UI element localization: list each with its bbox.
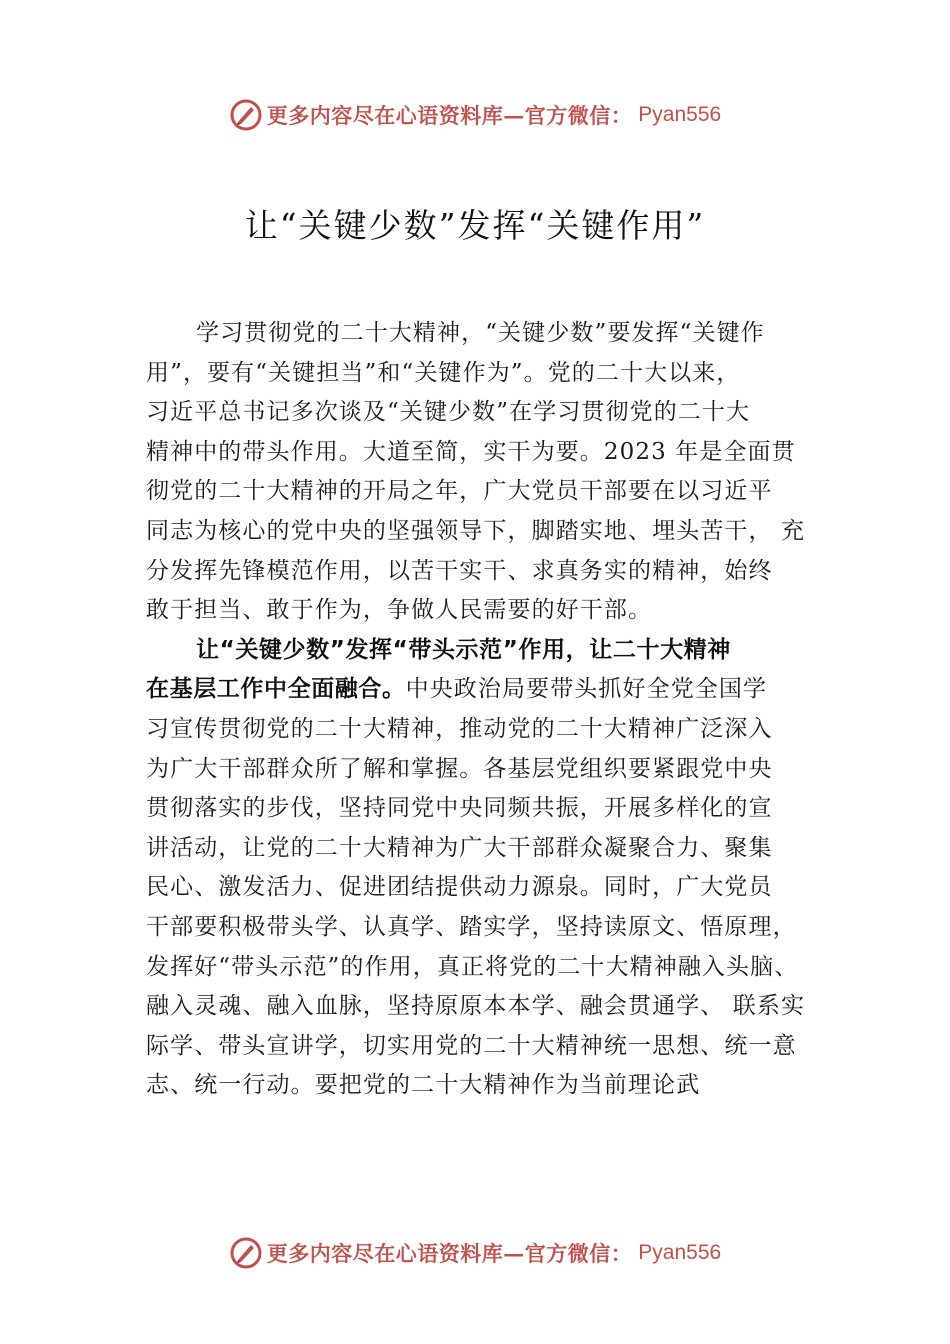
watermark-wechat-id: Pyan556 (638, 1241, 722, 1264)
body-line: 习近平总书记多次谈及“关键少数”在学习贯彻党的二十大 (146, 399, 751, 426)
body-line: 志、统一行动。要把党的二十大精神作为当前理论武 (146, 1072, 701, 1099)
section-heading-line: 让“关键少数”发挥“带头示范”作用，让二十大精神 (196, 636, 731, 663)
body-line: 精神中的带头作用。大道至简，实干为要。2023 年是全面贯 (146, 438, 796, 465)
body-line: 学习贯彻党的二十大精神，“关键少数”要发挥“关键作 (196, 320, 765, 346)
body-line (146, 1106, 836, 1146)
body-line: 同志为核心的党中央的坚强领导下，脚踏实地、埋头苦干， 充 (146, 517, 806, 544)
body-line: 彻党的二十大精神的开局之年，广大党员干部要在以习近平 (146, 478, 773, 505)
body-line: 用”，要有“关键担当”和“关键作为”。党的二十大以来， (146, 359, 741, 386)
page-title: 让“关键少数”发挥“关键作用” (244, 206, 706, 245)
body-line: 讲活动，让党的二十大精神为广大干部群众凝聚合力、聚集 (146, 834, 773, 861)
body-line: 民心、激发活力、促进团结提供动力源泉。同时，广大党员 (146, 874, 773, 901)
body-line: 干部要积极带头学、认真学、踏实学，坚持读原文、悟原理， (146, 913, 797, 940)
header-watermark (0, 95, 950, 135)
watermark-text: 更多内容尽在心语资料库—官方微信： (266, 103, 633, 128)
section-heading-tail: 在基层工作中全面融合。 (146, 676, 406, 703)
body-line: 融入灵魂、融入血脉，坚持原原本本学、融会贯通学、 联系实 (146, 993, 806, 1020)
watermark-wechat-id: Pyan556 (638, 103, 722, 126)
article-body (146, 314, 836, 1145)
body-line: 贯彻落实的步伐，坚持同党中央同频共振，开展多样化的宣 (146, 795, 773, 822)
footer-watermark (0, 1233, 950, 1273)
body-line: 为广大干部群众所了解和掌握。各基层党组织要紧跟党中央 (146, 755, 773, 782)
body-line: 分发挥先锋模范作用，以苦干实干、求真务实的精神，始终 (146, 557, 773, 584)
quill-seal-icon (229, 98, 263, 132)
body-line: 敢于担当、敢于作为，争做人民需要的好干部。 (146, 597, 653, 624)
body-line (146, 670, 836, 710)
watermark-text: 更多内容尽在心语资料库—官方微信： (266, 1241, 633, 1266)
body-text-segment: 中央政治局要带头抓好全党全国学 (405, 676, 768, 703)
body-line: 习宣传贯彻党的二十大精神，推动党的二十大精神广泛深入 (146, 715, 773, 742)
body-line: 发挥好“带头示范”的作用，真正将党的二十大精神融入头脑、 (146, 953, 799, 980)
body-line: 际学、带头宣讲学，切实用党的二十大精神统一思想、统一意 (146, 1032, 797, 1059)
quill-seal-icon (229, 1236, 263, 1270)
